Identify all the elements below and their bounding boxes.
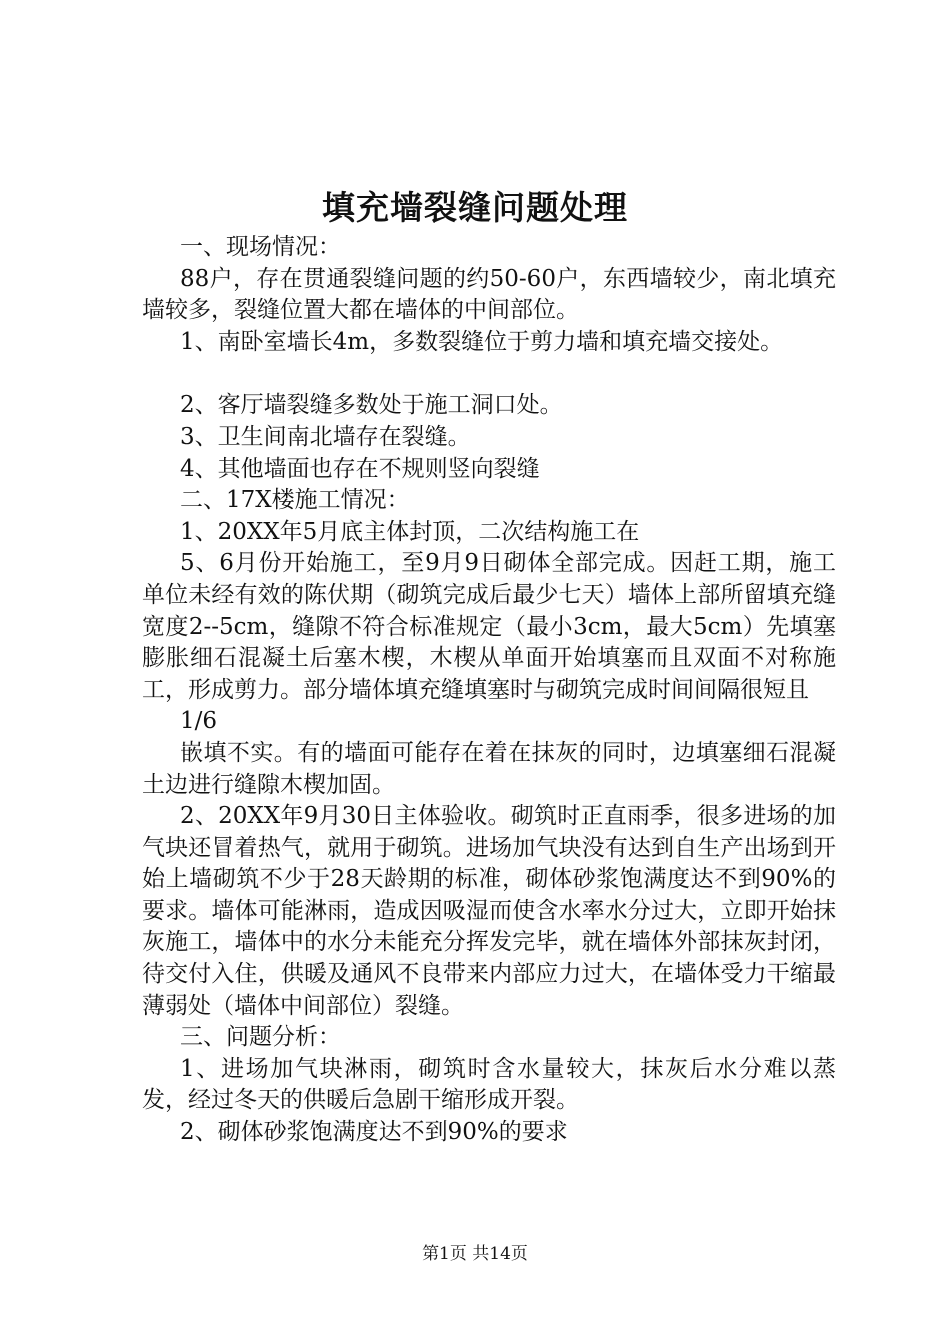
paragraph: 2、砌体砂浆饱满度达不到90%的要求 <box>180 1119 568 1146</box>
page-footer: 第1页 共14页 <box>422 1244 528 1264</box>
paragraph: 2、客厅墙裂缝多数处于施工洞口处。 <box>180 392 563 419</box>
paragraph: 1、南卧室墙长4m，多数裂缝位于剪力墙和填充墙交接处。 <box>180 328 784 355</box>
paragraph: 2、20XX年9月30日主体验收。砌筑时正直雨季，很多进场的加气块还冒着热气，就用于砌筑。进场加气块没有达到自生产出场到开始上墙砌筑不少于28天龄期的标准，砌体砂浆饱满度达不到90%的要求。墙体可能淋雨，造成因吸湿而使含水率水分过大，立即开始抹灰施工，墙体中的水分未能充分挥发完毕，就在墙体外部抹灰封闭，待交付入住，供暖及通风不良带来内部应力过大，在墙体受力干缩最薄弱处（墙体中间部位）裂缝。 <box>142 803 836 1019</box>
paragraph-spacer <box>142 358 836 390</box>
paragraph: 5、6月份开始施工，至9月9日砌体全部完成。因赶工期，施工单位未经有效的陈伏期（砌筑完成后最少七天）墙体上部所留填充缝宽度2--5cm，缝隙不符合标准规定（最小3cm，最大5cm）先填塞膨胀细石混凝土后塞木楔，木楔从单面开始填塞而且双面不对称施工，形成剪力。部分墙体填充缝填塞时与砌筑完成时间间隔很短且 <box>142 550 836 703</box>
paragraph: 88户，存在贯通裂缝问题的约50-60户，东西墙较少，南北填充墙较多，裂缝位置大都在墙体的中间部位。 <box>142 265 836 324</box>
paragraph: 3、卫生间南北墙存在裂缝。 <box>180 423 471 450</box>
document-title: 填充墙裂缝问题处理 <box>322 188 628 227</box>
paragraph: 嵌填不实。有的墙面可能存在着在抹灰的同时，边填塞细石混凝土边进行缝隙木楔加固。 <box>142 739 836 798</box>
document-body <box>142 232 836 1149</box>
paragraph: 1、20XX年5月底主体封顶，二次结构施工在 <box>180 518 640 545</box>
paragraph: 4、其他墙面也存在不规则竖向裂缝 <box>180 455 540 482</box>
paragraph: 一、现场情况： <box>180 234 341 260</box>
paragraph: 1、进场加气块淋雨，砌筑时含水量较大，抹灰后水分难以蒸发，经过冬天的供暖后急剧干缩形成开裂。 <box>142 1055 836 1114</box>
paragraph: 三、问题分析： <box>180 1024 341 1051</box>
page-marker: 1/6 <box>180 708 218 735</box>
paragraph: 二、17X楼施工情况： <box>180 487 410 514</box>
